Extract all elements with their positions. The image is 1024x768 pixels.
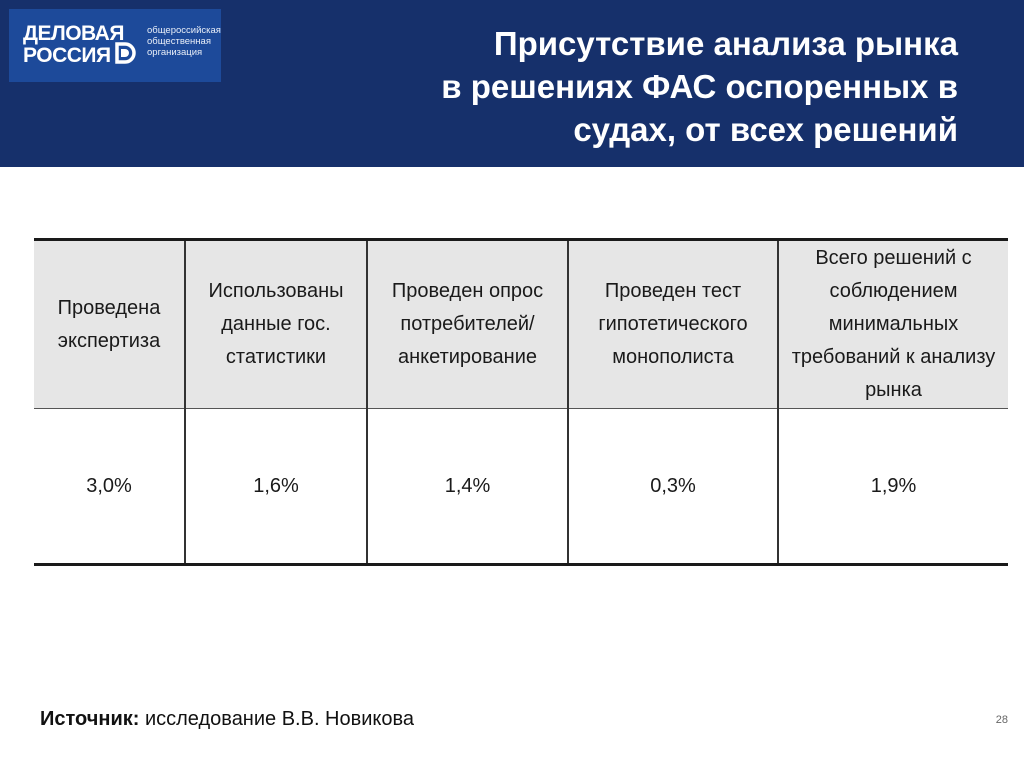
header-cell-expertise: Проведена экспертиза [34,240,185,409]
logo-sub-line: общероссийская [147,25,221,36]
header-cell-total: Всего решений с соблюдением минимальных требований к анализу рынка [778,240,1008,409]
page-number: 28 [995,714,1008,726]
logo-wordmark [23,23,124,67]
source-text: исследование В.В. Новикова [144,708,415,730]
logo-sub-line: организация [147,47,203,58]
value-cell-survey: 1,4% [367,409,568,565]
title-line: Присутствие анализа рынка [493,25,958,62]
logo-sub-line: общественная [147,36,211,47]
header-cell-monopolist-test: Проведен тест гипотетического монополиста [568,240,778,409]
logo [9,9,221,82]
header-band [0,0,1024,167]
market-analysis-table [34,238,1008,566]
logo-line-1: ДЕЛОВАЯ [23,22,124,45]
value-cell-total: 1,9% [778,409,1008,565]
logo-line-2: РОССИЯ [23,44,111,67]
table-header-row [34,240,1008,409]
source-note [40,708,414,731]
source-label: Источник: [40,708,140,730]
logo-subtitle [147,25,221,58]
logo-d-icon [114,42,136,64]
header-cell-survey: Проведен опрос потребителей/ анкетирование [367,240,568,409]
value-cell-statistics: 1,6% [185,409,367,565]
header-cell-statistics: Использованы данные гос. статистики [185,240,367,409]
value-cell-expertise: 3,0% [34,409,185,565]
slide-title [318,22,958,151]
title-line: судах, от всех решений [573,111,958,148]
table-row [34,409,1008,565]
title-line: в решениях ФАС оспоренных в [441,68,958,105]
value-cell-monopolist-test: 0,3% [568,409,778,565]
